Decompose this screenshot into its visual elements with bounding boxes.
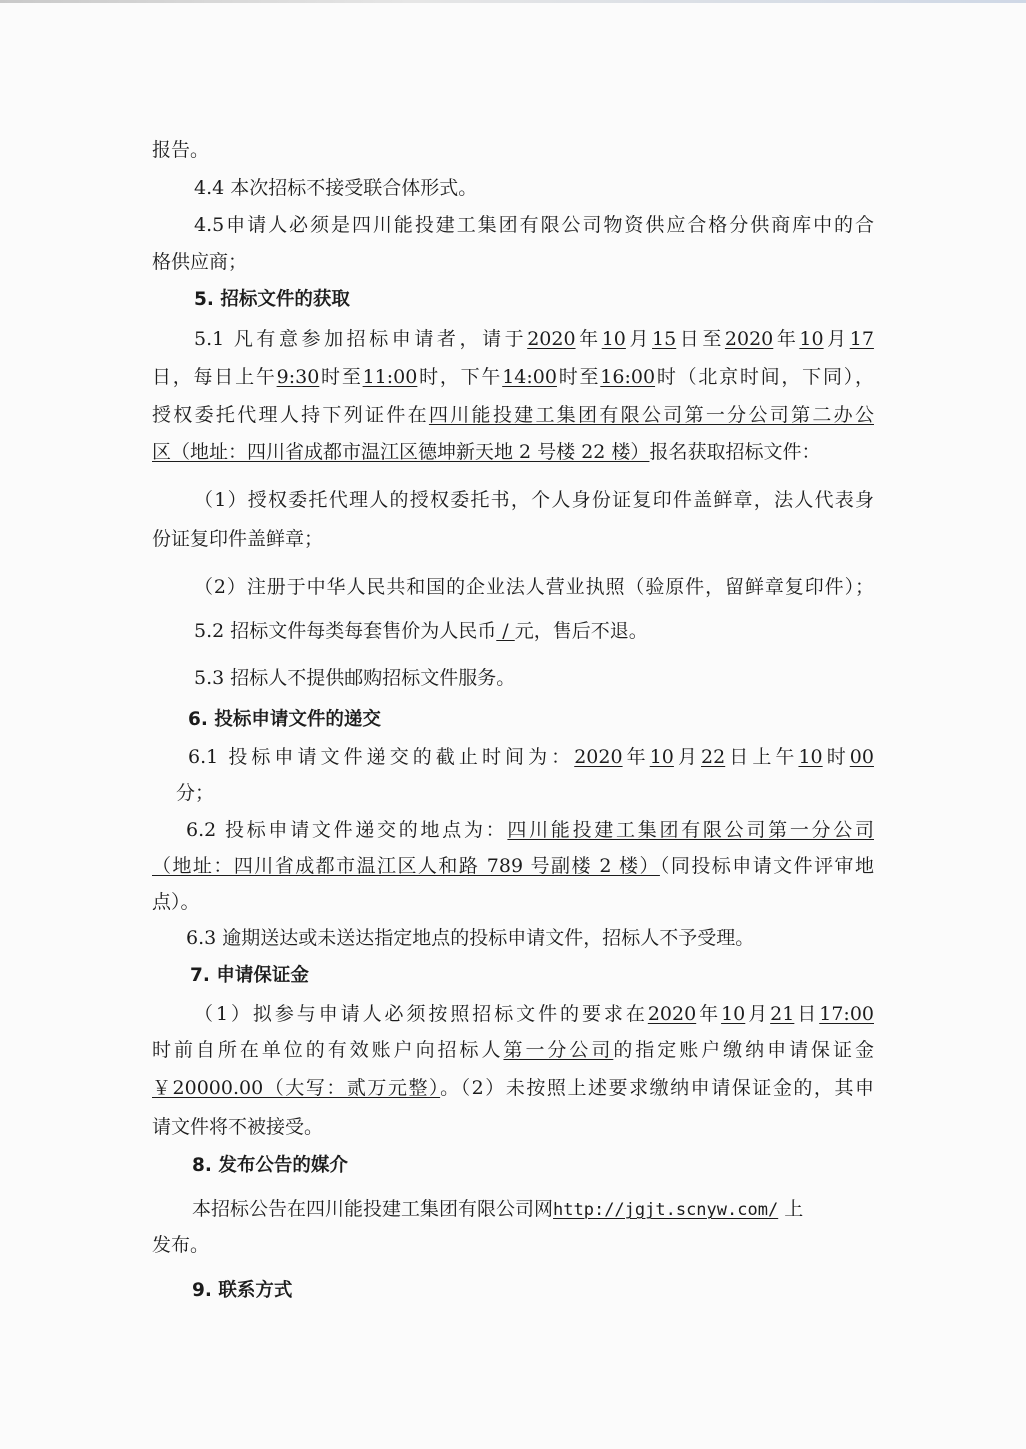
paragraph-6-3: 6.3 逾期送达或未送达指定地点的投标申请文件，招标人不予受理。 [186, 927, 755, 949]
paragraph-4-5-line2: 格供应商； [152, 251, 248, 273]
submission-location: 四川能投建工集团有限公司第一分公司 [507, 819, 874, 841]
text-daily: 日，每日上午 [152, 366, 277, 388]
text-price-tail: 元，售后不退。 [514, 620, 648, 642]
am-start-time: 9:30 [276, 366, 320, 388]
text-month-unit-3: 月 [673, 746, 702, 768]
deposit-amount: ￥20000.00（大写：贰万元整） [152, 1077, 441, 1099]
text-register-tail: 报名获取招标文件： [649, 441, 821, 463]
text-deposit-rule: 。（2）未按照上述要求缴纳申请保证金的，其申 [440, 1077, 874, 1099]
text-deadline-lead: 6.1 投标申请文件递交的截止时间为： [188, 746, 575, 768]
submission-address: （地址：四川省成都市温江区人和路 789 号副楼 2 楼） [152, 855, 660, 877]
paragraph-5-2 [194, 618, 648, 644]
end-year: 2020 [724, 328, 774, 350]
text-day-to: 日至 [676, 328, 725, 350]
text-month-unit: 月 [625, 328, 653, 350]
text-5-1-lead: 5.1 凡有意参加招标申请者，请于 [194, 328, 528, 350]
registration-address: 区（地址：四川省成都市温江区德坤新天地 2 号楼 22 楼） [152, 441, 650, 463]
start-day: 15 [652, 328, 677, 350]
text-beijing-time: 时（北京时间，下同）， [655, 366, 874, 388]
text-year-unit-3: 年 [622, 746, 650, 768]
deadline-hour: 10 [798, 746, 823, 768]
deposit-month: 10 [721, 1003, 746, 1025]
paragraph-7-line3 [152, 1075, 874, 1101]
pm-start-time: 14:00 [502, 366, 557, 388]
start-month: 10 [601, 328, 626, 350]
paragraph-7-line1 [194, 1001, 874, 1027]
deposit-day: 21 [770, 1003, 795, 1025]
paragraph-5-1-line1 [194, 326, 874, 352]
website-link[interactable]: http://jgjt.scnyw.com/ [553, 1200, 779, 1220]
text-year-unit: 年 [575, 328, 602, 350]
paragraph-6-1-line1 [188, 744, 874, 770]
section-8-heading: 8. 发布公告的媒介 [192, 1155, 348, 1176]
section-9-heading: 9. 联系方式 [192, 1280, 293, 1301]
paragraph-4-5-line1: 4.5申请人必须是四川能投建工集团有限公司物资供应合格分供商库中的合 [194, 214, 874, 236]
text-deposit-lead: （1）拟参与申请人必须按照招标文件的要求在 [194, 1003, 648, 1025]
paragraph-6-2-line1 [186, 817, 874, 843]
scan-top-edge [0, 0, 1026, 3]
text-morning: 日上午 [725, 746, 799, 768]
text-review-place: （同投标申请文件评审地 [659, 855, 874, 877]
paragraph-5-1-line4 [152, 439, 820, 465]
am-end-time: 11:00 [362, 366, 418, 388]
deposit-payee: 第一分公司 [503, 1039, 614, 1061]
paragraph-8-line2: 发布。 [152, 1234, 210, 1256]
text-to-2: 时至 [556, 366, 601, 388]
text-year-unit-4: 年 [696, 1003, 722, 1025]
text-submit-lead: 6.2 投标申请文件递交的地点为： [186, 819, 508, 841]
text-agent-lead: 授权委托代理人持下列证件在 [152, 404, 429, 426]
text-year-unit-2: 年 [773, 328, 800, 350]
text-account-lead: 时前自所在单位的有效账户向招标人 [152, 1039, 504, 1061]
paragraph-5-item1-line2: 份证复印件盖鲜章； [152, 528, 324, 550]
deposit-year: 2020 [647, 1003, 697, 1025]
paragraph-7-line4: 请文件将不被接受。 [152, 1116, 324, 1138]
deadline-day: 22 [701, 746, 726, 768]
deadline-year: 2020 [574, 746, 623, 768]
paragraph-8-line1 [192, 1196, 803, 1223]
document-price: / [496, 620, 515, 642]
paragraph-5-item1-line1: （1）授权委托代理人的授权委托书，个人身份证复印件盖鲜章，法人代表身 [194, 489, 874, 511]
pm-end-time: 16:00 [600, 366, 656, 388]
text-month-unit-2: 月 [823, 328, 850, 350]
text-account-tail: 的指定账户缴纳申请保证金 [613, 1039, 874, 1061]
paragraph-6-2-line2 [152, 853, 874, 879]
deadline-month: 10 [649, 746, 674, 768]
paragraph-5-1-line2 [152, 364, 874, 390]
deadline-minute: 00 [849, 746, 874, 768]
end-day: 17 [849, 328, 874, 350]
paragraph-7-line2 [152, 1037, 874, 1063]
registration-location: 四川能投建工集团有限公司第一分公司第二办公 [428, 404, 874, 426]
text-media-lead: 本招标公告在四川能投建工集团有限公司网 [192, 1198, 554, 1220]
end-month: 10 [799, 328, 824, 350]
text-afternoon: 时，下午 [417, 366, 503, 388]
paragraph-4-4: 4.4 本次招标不接受联合体形式。 [194, 177, 478, 199]
paragraph-5-1-line3 [152, 402, 874, 428]
paragraph-6-2-line3: 点）。 [152, 891, 200, 913]
paragraph-5-item2: （2）注册于中华人民共和国的企业法人营业执照（验原件，留鲜章复印件）； [194, 576, 874, 598]
paragraph-report-tail: 报告。 [152, 139, 210, 161]
section-7-heading: 7. 申请保证金 [190, 965, 309, 986]
deposit-time: 17:00 [819, 1003, 874, 1025]
text-day-unit: 日 [794, 1003, 820, 1025]
paragraph-6-1-line2: 分； [176, 782, 215, 804]
section-5-heading: 5. 招标文件的获取 [194, 289, 350, 310]
text-hour-unit: 时 [822, 746, 850, 768]
text-price-lead: 5.2 招标文件每类每套售价为人民币 [194, 620, 497, 642]
section-6-heading: 6. 投标申请文件的递交 [188, 709, 381, 730]
text-to: 时至 [319, 366, 363, 388]
start-year: 2020 [527, 328, 576, 350]
text-media-tail: 上 [778, 1198, 804, 1220]
text-month-unit-4: 月 [745, 1003, 771, 1025]
paragraph-5-3: 5.3 招标人不提供邮购招标文件服务。 [194, 667, 516, 689]
